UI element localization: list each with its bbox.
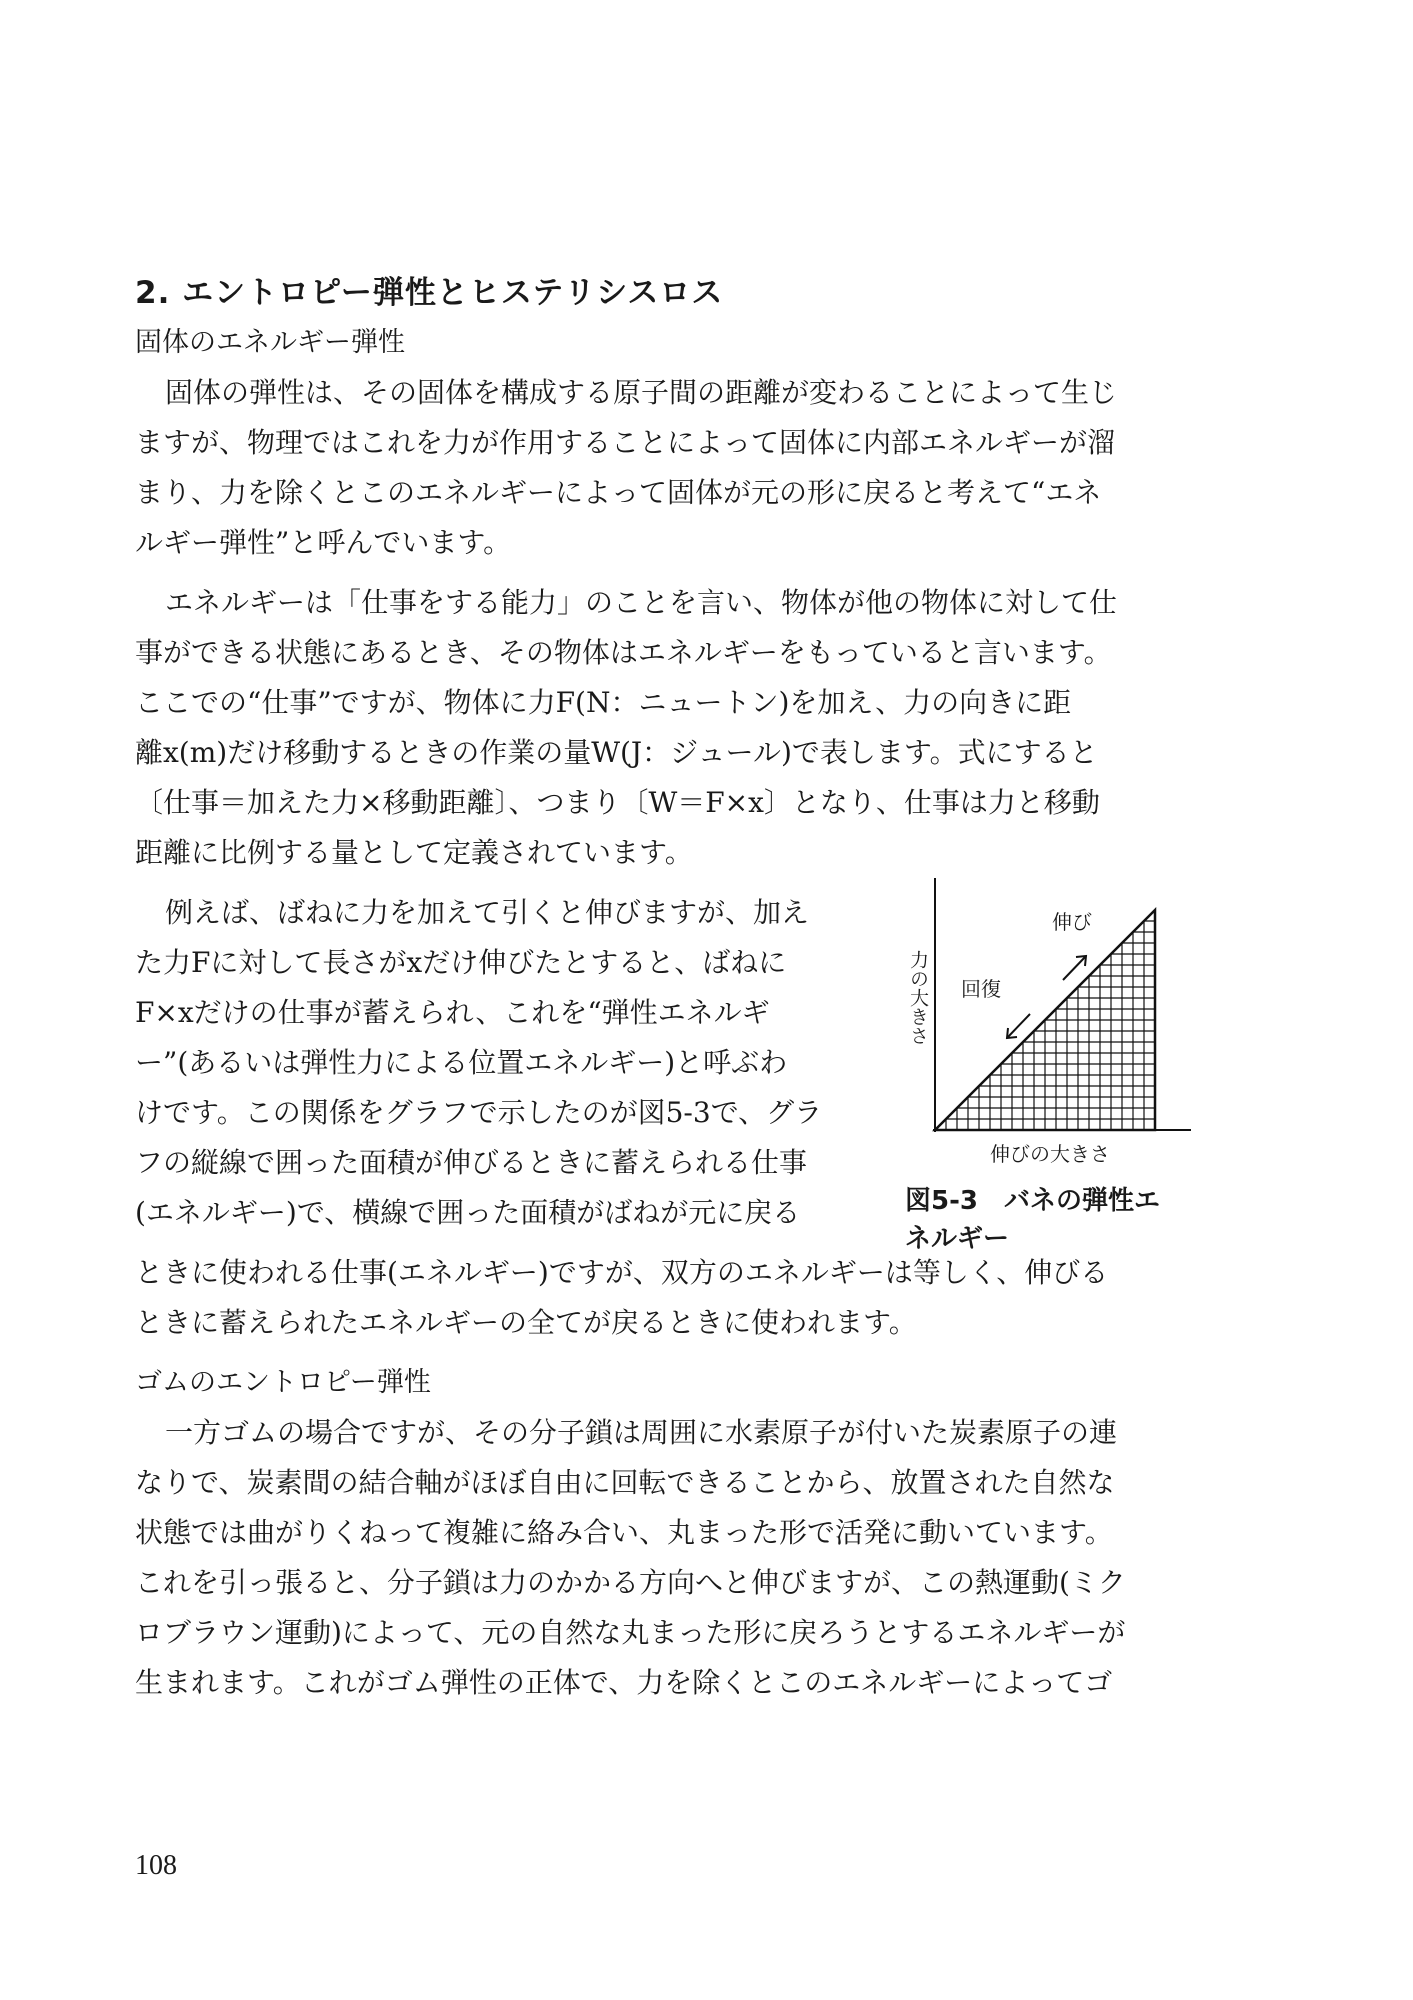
paragraph-line: フの縦線で囲った面積が伸びるときに蓄えられる仕事: [135, 1146, 808, 1179]
paragraph-line: 離x(m)だけ移動するときの作業の量W(J：ジュール)で表します。式にすると: [135, 736, 1098, 769]
x-axis-label: 伸びの大きさ: [990, 1142, 1110, 1166]
paragraph-line: 固体の弾性は、その固体を構成する原子間の距離が変わることによって生じ: [165, 376, 1118, 409]
paragraph-line: ルギー弾性”と呼んでいます。: [135, 526, 512, 559]
paragraph-line: 事ができる状態にあるとき、その物体はエネルギーをもっていると言います。: [135, 636, 1112, 669]
page-number: 108: [135, 1850, 177, 1881]
caption-line-1: 図5-3 バネの弾性エ: [905, 1186, 1160, 1216]
paragraph-line: ときに使われる仕事(エネルギー)ですが、双方のエネルギーは等しく、伸びる: [135, 1256, 1109, 1289]
recover-label: 回復: [961, 977, 1001, 1001]
paragraph-line: けです。この関係をグラフで示したのが図5-3で、グラ: [135, 1096, 823, 1129]
paragraph-line: 例えば、ばねに力を加えて引くと伸びますが、加え: [165, 896, 810, 929]
paragraph-line: エネルギーは「仕事をする能力」のことを言い、物体が他の物体に対して仕: [165, 586, 1118, 619]
section-heading: 2. エントロピー弾性とヒステリシスロス: [135, 275, 724, 311]
caption-line-2: ネルギー: [905, 1224, 1010, 1254]
recover-arrow-icon: [1007, 1014, 1030, 1038]
y-axis-label: 力の大きさ: [907, 950, 929, 1045]
paragraph-line: 状態では曲がりくねって複雑に絡み合い、丸まった形で活発に動いています。: [135, 1516, 1113, 1549]
paragraph-line: た力Fに対して長さがxだけ伸びたとすると、ばねに: [135, 946, 787, 979]
figure-caption: [905, 1182, 1205, 1258]
paragraph-line: なりで、炭素間の結合軸がほぼ自由に回転できることから、放置された自然な: [135, 1466, 1115, 1499]
paragraph-line: ますが、物理ではこれを力が作用することによって固体に内部エネルギーが溜: [135, 426, 1116, 459]
paragraph-line: ここでの“仕事”ですが、物体に力F(N：ニュートン)を加え、力の向きに距: [135, 686, 1072, 719]
paragraph-line: これを引っ張ると、分子鎖は力のかかる方向へと伸びますが、この熱運動(ミク: [135, 1566, 1126, 1599]
subheading-rubber-entropy-elasticity: ゴムのエントロピー弾性: [135, 1367, 431, 1398]
paragraph-line: 生まれます。これがゴム弾性の正体で、力を除くとこのエネルギーによってゴ: [135, 1666, 1113, 1699]
subheading-solid-elasticity: 固体のエネルギー弾性: [135, 327, 405, 358]
paragraph-line: ー”(あるいは弾性力による位置エネルギー)と呼ぶわ: [135, 1046, 788, 1079]
stretch-arrow-icon: [1063, 956, 1086, 980]
paragraph-line: (エネルギー)で、横線で囲った面積がばねが元に戻る: [135, 1196, 801, 1229]
paragraph-line: ロブラウン運動)によって、元の自然な丸まった形に戻ろうとするエネルギーが: [135, 1616, 1126, 1649]
paragraph-line: ときに蓄えられたエネルギーの全てが戻るときに使われます。: [135, 1306, 917, 1339]
paragraph-line: 〔仕事＝加えた力×移動距離〕、つまり〔W＝F×x〕となり、仕事は力と移動: [135, 786, 1100, 819]
paragraph-line: F×xだけの仕事が蓄えられ、これを“弾性エネルギ: [135, 996, 770, 1029]
stretch-label: 伸び: [1052, 910, 1092, 934]
figure-5-3: [905, 870, 1205, 1254]
paragraph-line: まり、力を除くとこのエネルギーによって固体が元の形に戻ると考えて“エネ: [135, 476, 1102, 509]
paragraph-line: 一方ゴムの場合ですが、その分子鎖は周囲に水素原子が付いた炭素原子の連: [165, 1416, 1118, 1449]
paragraph-line: 距離に比例する量として定義されています。: [135, 836, 693, 869]
